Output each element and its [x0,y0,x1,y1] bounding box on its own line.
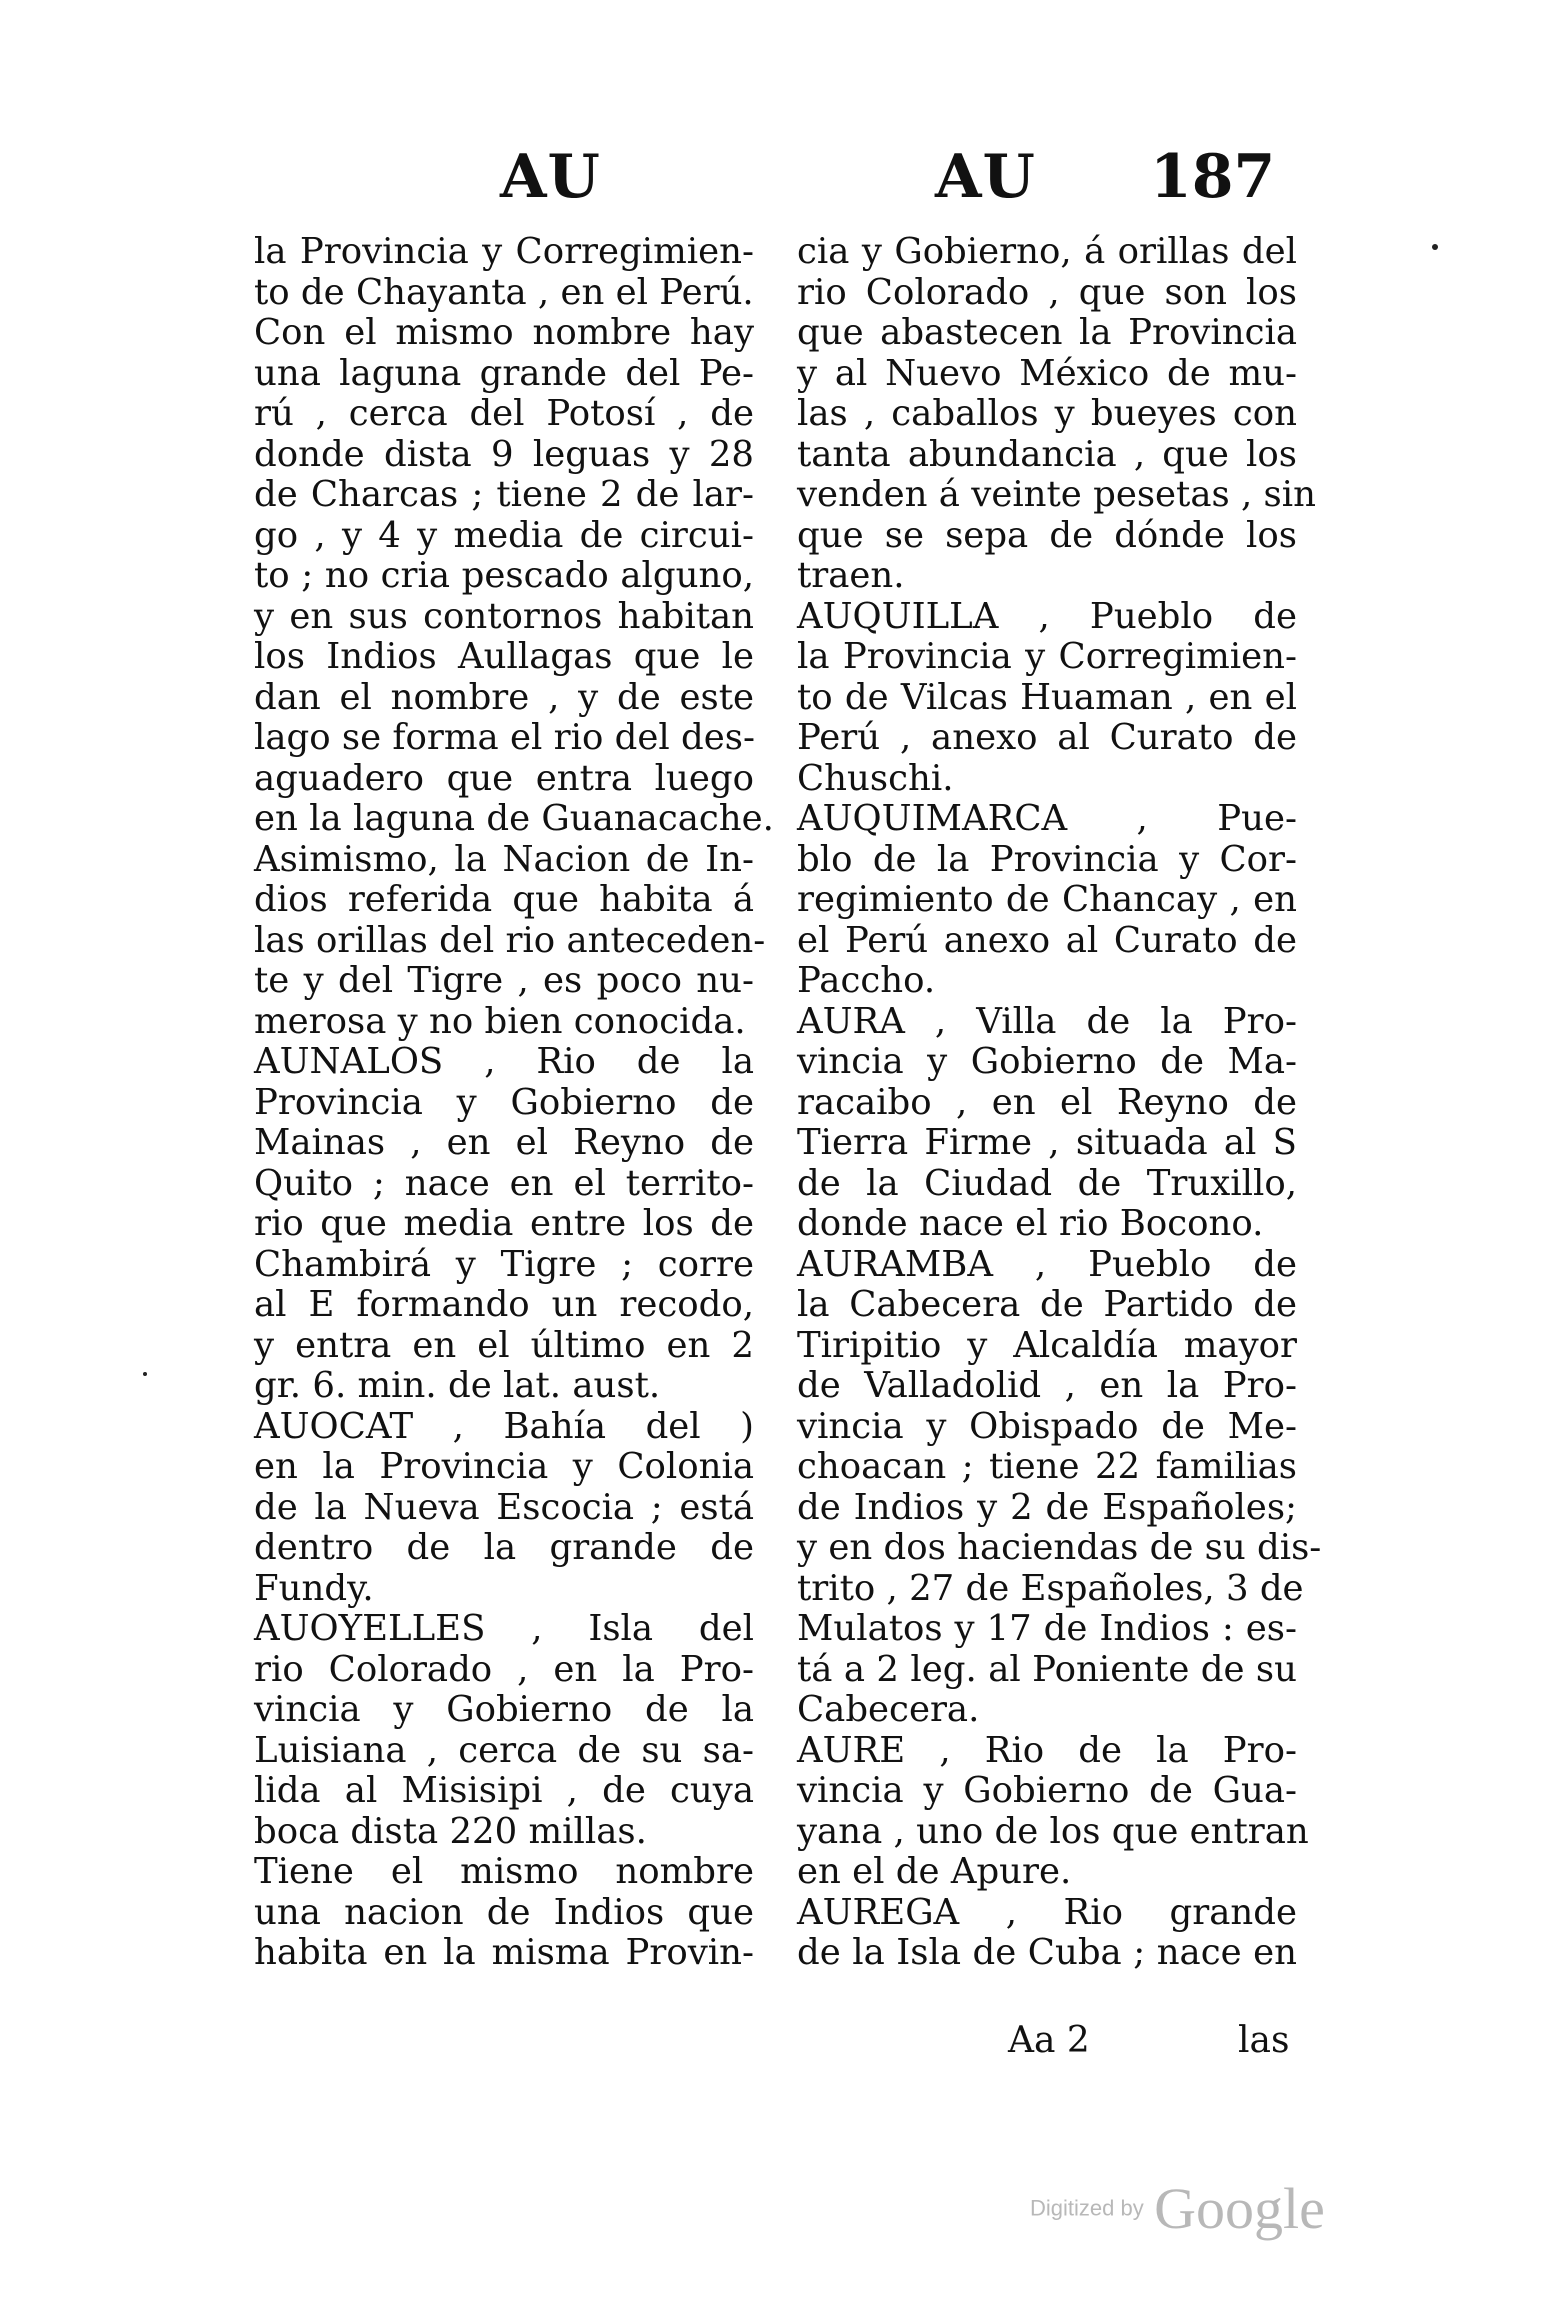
text-line: tá a 2 leg. al Poniente de su [797,1648,1297,1690]
text-line: y entra en el último en 2 [254,1324,754,1366]
text-line: vincia y Gobierno de Gua- [797,1770,1297,1811]
text-line: que abastecen la Provincia [797,312,1297,353]
text-line: Mainas , en el Reyno de [254,1122,754,1163]
text-line: que se sepa de dónde los [797,514,1297,556]
running-head-left: AU [500,142,601,212]
text-line: las , caballos y bueyes con [797,393,1297,434]
text-line: la Provincia y Corregimien- [797,636,1297,677]
text-line: Asimismo, la Nacion de In- [254,838,754,880]
text-line: habita en la misma Provin- [254,1932,754,1973]
text-line: Quito ; nace en el territo- [254,1162,754,1204]
text-line: una nacion de Indios que [254,1891,754,1933]
text-line: merosa y no bien conocida. [254,1000,746,1042]
text-line: y al Nuevo México de mu- [797,352,1297,394]
text-line: AURAMBA , Pueblo de [797,1243,1297,1285]
text-line: lago se forma el rio del des- [254,717,755,758]
running-head-right: AU [935,142,1036,212]
text-line: una laguna grande del Pe- [254,352,754,394]
text-line: Tiene el mismo nombre [254,1851,754,1892]
text-line: dentro de la grande de [254,1527,754,1568]
text-line: to de Chayanta , en el Perú. [254,271,754,313]
text-line: AUREGA , Rio grande [797,1891,1297,1933]
text-line: te y del Tigre , es poco nu- [254,960,754,1001]
text-line: los Indios Aullagas que le [254,636,754,677]
text-line: venden á veinte pesetas , sin [797,474,1316,515]
text-line: al E formando un recodo, [254,1284,754,1325]
text-line: la Provincia y Corregimien- [254,231,754,272]
ink-speck [143,1372,147,1376]
text-line: tanta abundancia , que los [797,433,1297,475]
text-line: regimiento de Chancay , en [797,879,1297,920]
text-line: vincia y Obispado de Me- [797,1405,1297,1447]
text-line: en el de Apure. [797,1851,1072,1892]
text-line: boca dista 220 millas. [254,1810,647,1852]
text-line: de la Ciudad de Truxillo, [797,1162,1297,1204]
text-line: Con el mismo nombre hay [254,312,754,353]
digitized-watermark [1030,2175,1325,2242]
text-line: vincia y Gobierno de la [254,1689,754,1730]
text-line: AURE , Rio de la Pro- [797,1729,1297,1771]
text-line: Chambirá y Tigre ; corre [254,1243,754,1285]
text-line: gr. 6. min. de lat. aust. [254,1365,661,1406]
text-line: Fundy. [254,1567,374,1609]
left-text-column [254,231,774,1974]
text-line: choacan ; tiene 22 familias [797,1446,1297,1487]
text-line: Provincia y Gobierno de [254,1081,754,1123]
text-line: trito , 27 de Españoles, 3 de [797,1567,1304,1609]
text-line: Tiripitio y Alcaldía mayor [797,1324,1297,1366]
text-line: racaibo , en el Reyno de [797,1081,1297,1123]
signature-mark: Aa 2 [1008,2020,1090,2061]
text-line: donde dista 9 leguas y 28 [254,433,754,475]
text-line: yana , uno de los que entran [797,1810,1309,1852]
text-line: traen. [797,555,905,596]
text-line: de la Nueva Escocia ; está [254,1486,754,1528]
page-number: 187 [1150,142,1276,212]
text-line: el Perú anexo al Curato de [797,919,1297,961]
text-line: y en dos haciendas de su dis- [797,1527,1322,1568]
text-line: go , y 4 y media de circui- [254,514,754,556]
text-line: Tierra Firme , situada al S [797,1122,1297,1163]
text-line: de Charcas ; tiene 2 de lar- [254,474,754,515]
text-line: AUOCAT , Bahía del ) [254,1405,754,1447]
watermark-prefix: Digitized by [1030,2195,1144,2221]
text-line: las orillas del rio anteceden- [254,919,766,961]
text-line: de Indios y 2 de Españoles; [797,1486,1297,1528]
google-logo: Google [1154,2176,1325,2241]
text-line: AUQUIMARCA , Pue- [797,798,1297,839]
text-line: Cabecera. [797,1689,980,1730]
text-line: rú , cerca del Potosí , de [254,393,754,434]
right-text-column [797,231,1322,1974]
text-line: Chuschi. [797,757,954,799]
text-line: la Cabecera de Partido de [797,1284,1297,1325]
text-line: cia y Gobierno, á orillas del [797,231,1297,272]
text-line: donde nace el rio Bocono. [797,1203,1264,1244]
catchword: las [1238,2020,1290,2061]
text-line: dan el nombre , y de este [254,676,754,718]
text-line: de la Isla de Cuba ; nace en [797,1932,1297,1973]
text-line: AUNALOS , Rio de la [254,1041,754,1082]
text-line: to ; no cria pescado alguno, [254,555,754,596]
text-line: y en sus contornos habitan [254,595,754,637]
ink-speck [1432,244,1438,250]
text-line: Paccho. [797,960,936,1001]
text-line: Perú , anexo al Curato de [797,717,1297,758]
text-line: rio Colorado , que son los [797,271,1297,313]
text-line: Luisiana , cerca de su sa- [254,1729,754,1771]
text-line: en la Provincia y Colonia [254,1446,754,1487]
text-line: rio Colorado , en la Pro- [254,1648,754,1690]
text-line: rio que media entre los de [254,1203,754,1244]
text-line: Mulatos y 17 de Indios : es- [797,1608,1297,1649]
text-line: lida al Misisipi , de cuya [254,1770,754,1811]
text-line: vincia y Gobierno de Ma- [797,1041,1297,1082]
text-line: en la laguna de Guanacache. [254,798,774,839]
text-line: AUQUILLA , Pueblo de [797,595,1297,637]
text-line: AURA , Villa de la Pro- [797,1000,1297,1042]
text-line: de Valladolid , en la Pro- [797,1365,1297,1406]
text-line: AUOYELLES , Isla del [254,1608,754,1649]
text-line: aguadero que entra luego [254,757,754,799]
text-line: blo de la Provincia y Cor- [797,838,1297,880]
text-line: to de Vilcas Huaman , en el [797,676,1297,718]
text-line: dios referida que habita á [254,879,754,920]
